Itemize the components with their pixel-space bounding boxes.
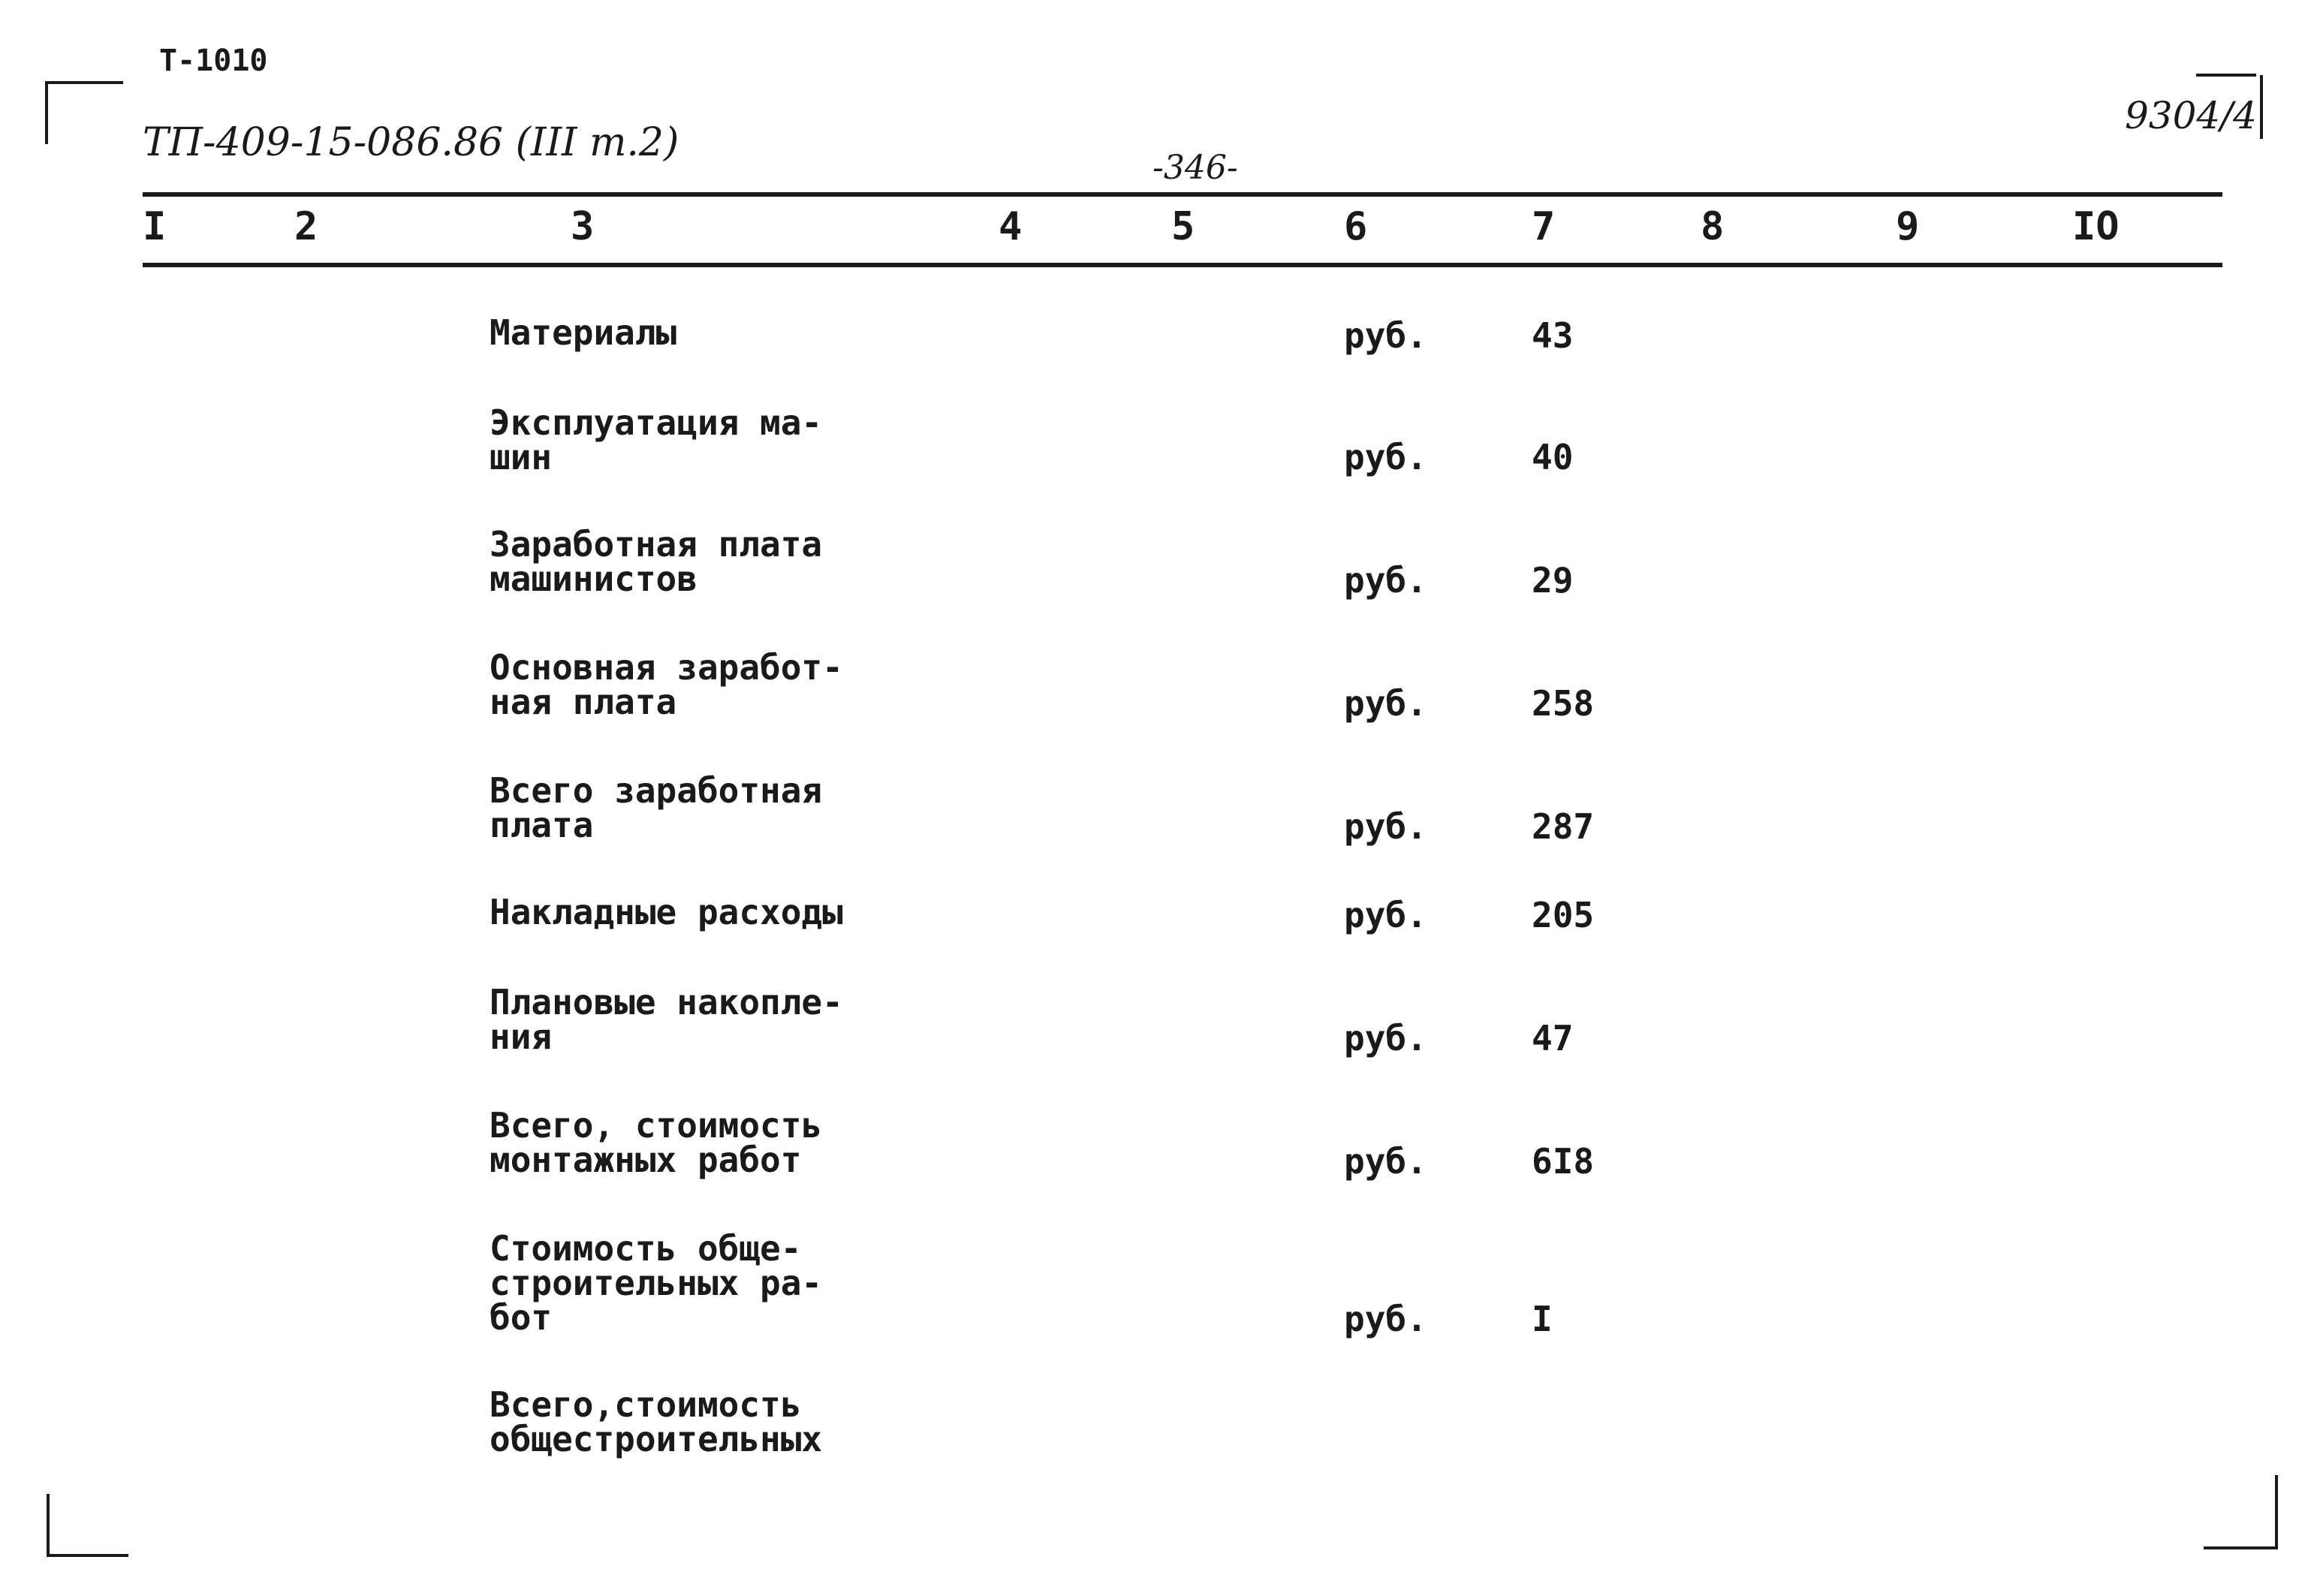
page-number: -346- [1152,149,1238,187]
row-unit: руб. [1344,315,1427,356]
row-value: 6I8 [1532,1141,1595,1182]
column-number-10: IO [2072,204,2120,249]
row-label: Всего заработная плата [490,770,823,845]
row-value: 287 [1532,806,1595,847]
row-unit: руб. [1344,895,1427,935]
row-value: 43 [1532,315,1574,356]
row-unit: руб. [1344,806,1427,847]
row-label: Накладные расходы [490,892,843,932]
sheet-code: Т-1010 [159,44,268,78]
row-value: I [1532,1299,1553,1339]
table-top-rule [143,192,2222,197]
row-label: Эксплуатация ма- шин [490,402,823,477]
row-value: 47 [1532,1018,1574,1058]
corner-mark-bottom-right [2204,1475,2278,1549]
column-number-4: 4 [999,204,1023,249]
project-code: ТП-409-15-086.86 (III т.2) [143,120,679,165]
row-unit: руб. [1344,560,1427,601]
row-label: Всего,стоимость общестроительных [490,1384,823,1459]
row-unit: руб. [1344,1299,1427,1339]
column-number-1: I [143,204,167,249]
row-value: 258 [1532,683,1595,724]
corner-mark-top-left [45,81,123,144]
row-label: Всего, стоимость монтажных работ [490,1105,823,1180]
table-header-bottom-rule [143,263,2222,267]
row-unit: руб. [1344,683,1427,724]
column-number-8: 8 [1701,204,1725,249]
column-number-6: 6 [1344,204,1368,249]
row-value: 40 [1532,437,1574,477]
column-number-7: 7 [1532,204,1556,249]
inventory-overline [2196,74,2256,77]
row-label: Плановые накопле- ния [490,982,843,1057]
row-label: Основная заработ- ная плата [490,647,843,722]
row-label: Заработная плата машинистов [490,524,823,599]
column-number-9: 9 [1896,204,1920,249]
row-label: Стоимость обще- строительных ра- бот [490,1228,823,1338]
column-number-5: 5 [1171,204,1195,249]
column-number-2: 2 [294,204,318,249]
row-label: Материалы [490,312,677,353]
row-value: 205 [1532,895,1595,935]
inventory-number: 9304/4 [2125,94,2257,137]
row-unit: руб. [1344,437,1427,477]
row-unit: руб. [1344,1018,1427,1058]
row-unit: руб. [1344,1141,1427,1182]
row-value: 29 [1532,560,1574,601]
corner-mark-bottom-left [47,1494,128,1557]
column-number-3: 3 [571,204,595,249]
